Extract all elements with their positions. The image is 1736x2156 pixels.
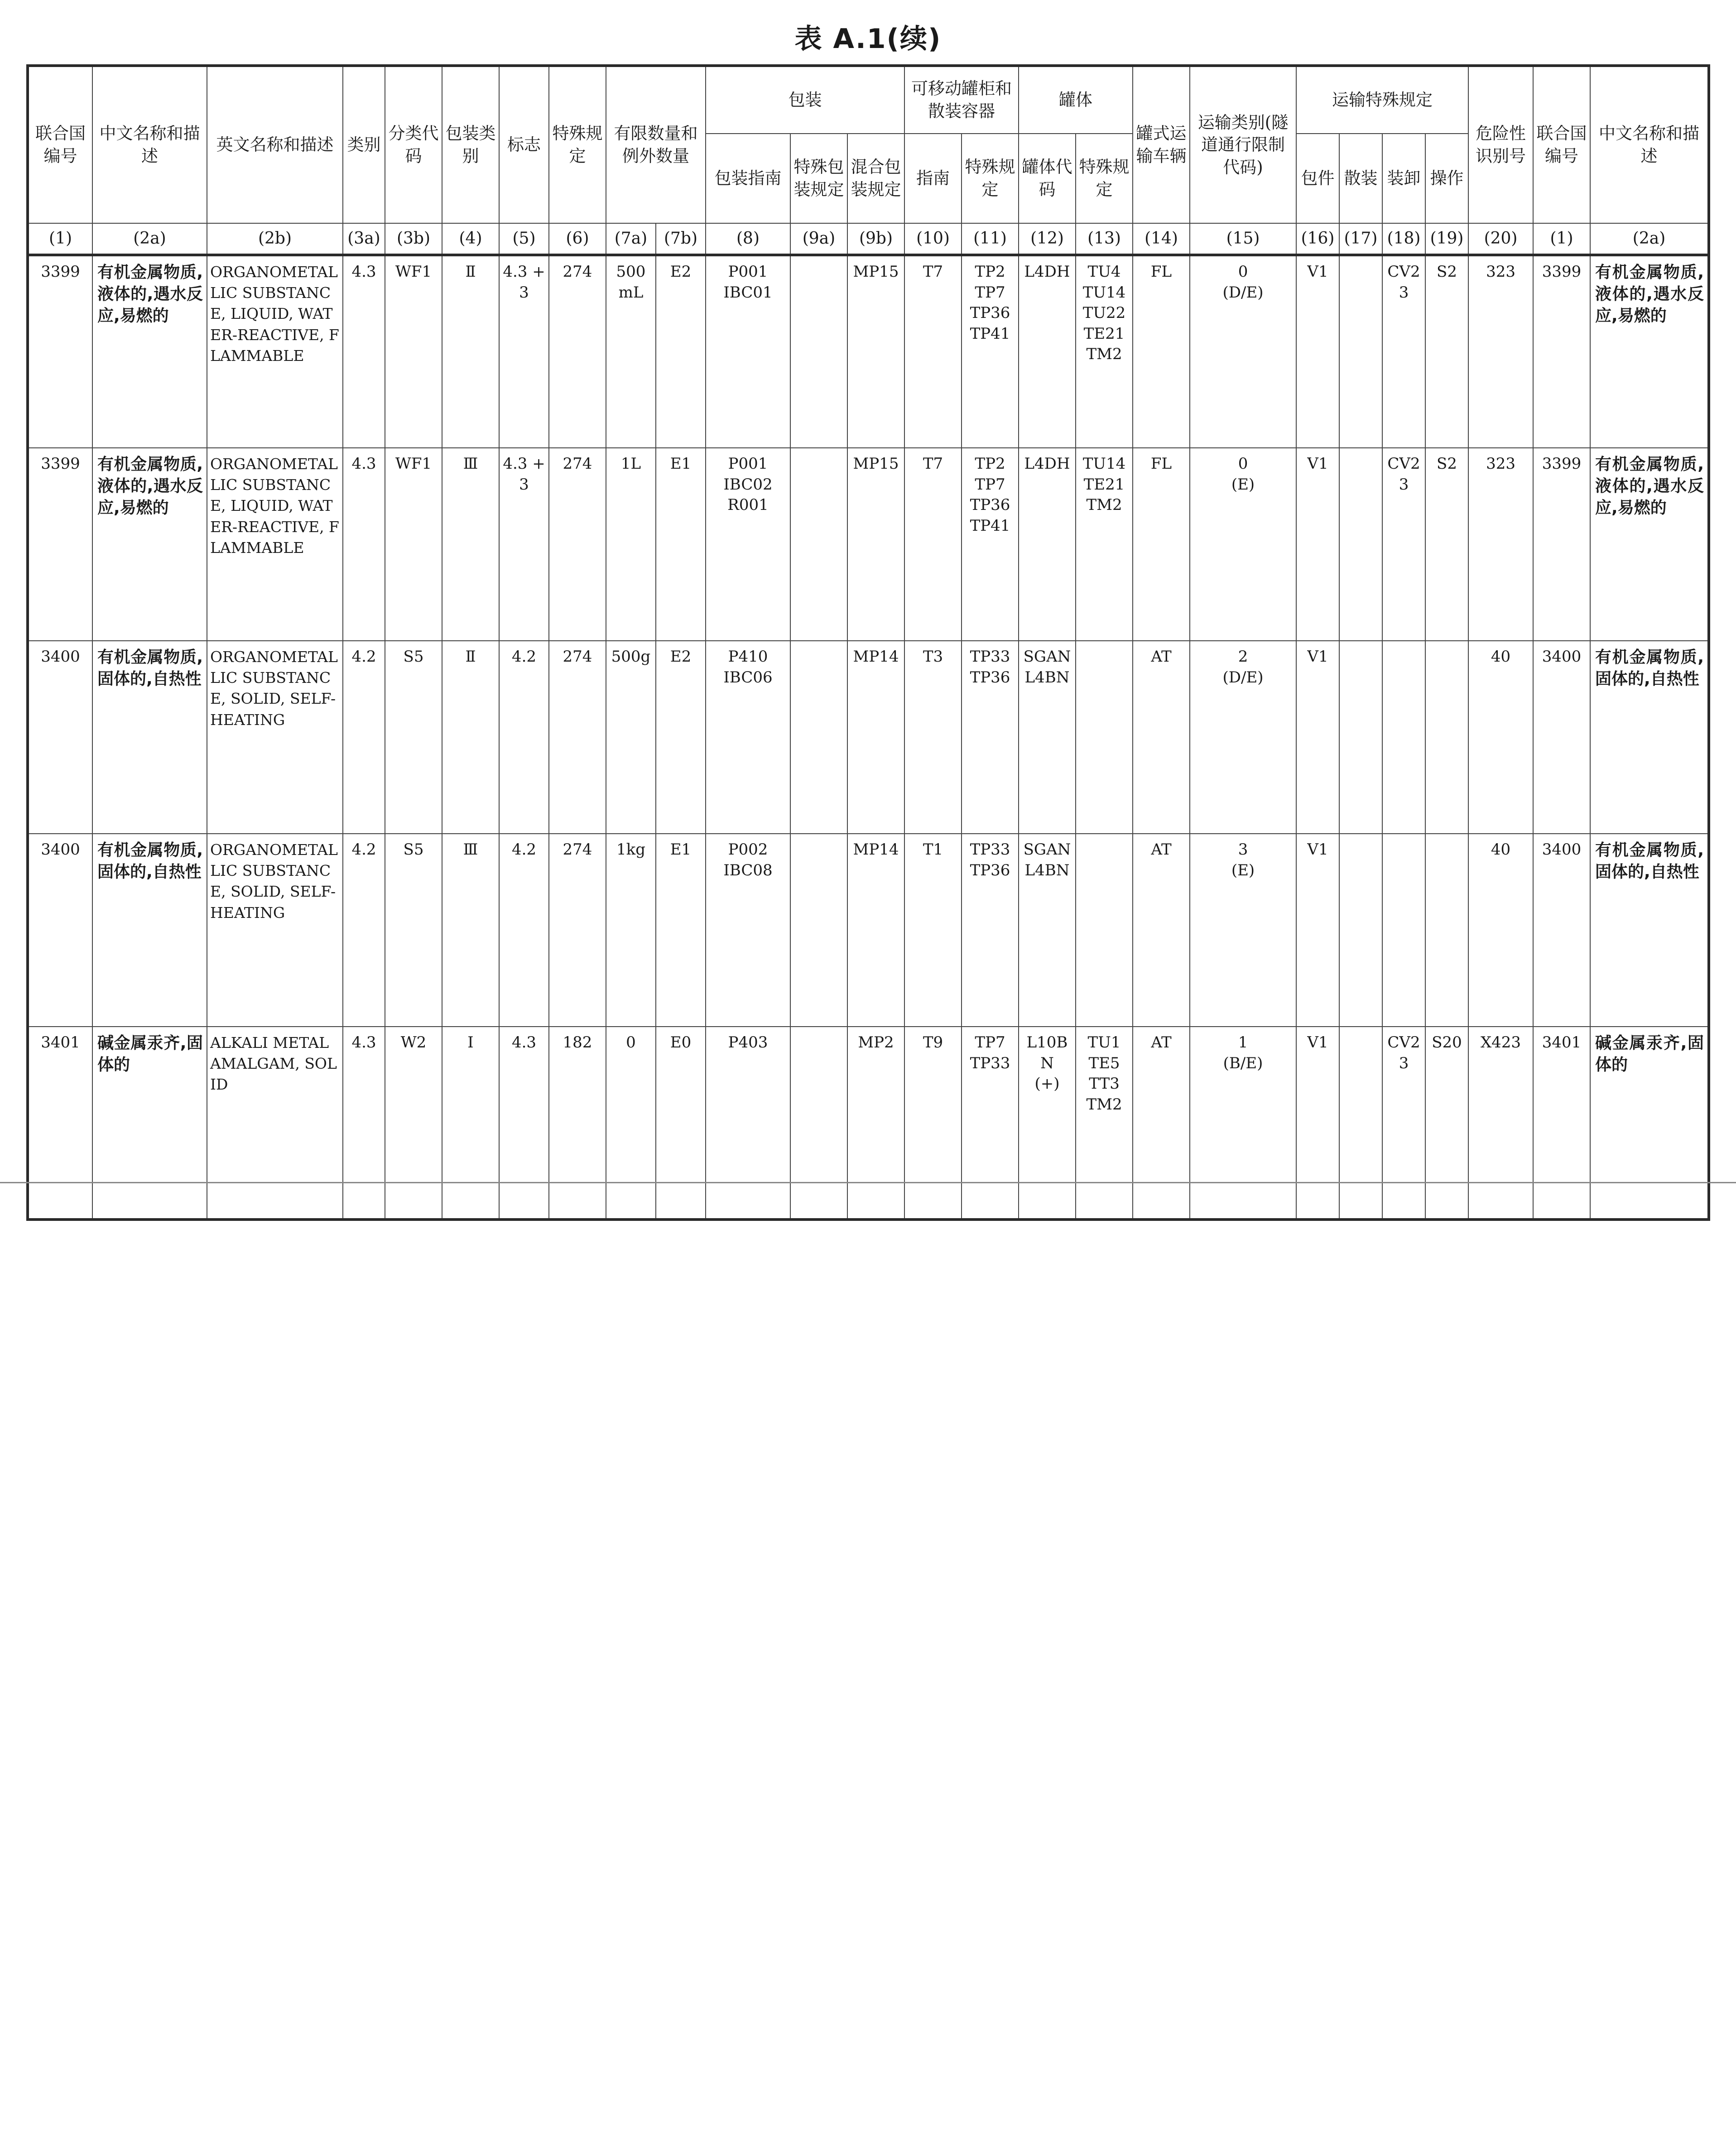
cell-transport-category: 1 (B/E) (1190, 1027, 1296, 1220)
cell-loading-provision (1382, 641, 1425, 834)
hdr-vehicle: 罐式运输车辆 (1133, 66, 1190, 223)
cell-name-cn-2: 有机金属物质,固体的,自热性 (1590, 641, 1709, 834)
cell-class: 4.3 (343, 255, 385, 448)
cell-name-cn: 有机金属物质,液体的,遇水反应,易燃的 (92, 448, 207, 641)
cell-bulk-provision (1339, 448, 1382, 641)
cell-packing-instruction: P002 IBC08 (706, 834, 790, 1027)
table-row (28, 834, 1709, 1027)
cell-limited-quantity: 500g (606, 641, 656, 834)
cell-name-en: ORGANOMETALLIC SUBSTANCE, SOLID, SELF-HEATING (207, 834, 343, 1027)
column-number: (13) (1076, 223, 1133, 255)
column-number: (2b) (207, 223, 343, 255)
cell-packing-group: Ⅱ (442, 641, 499, 834)
hdr-packing-group: 包装类别 (442, 66, 499, 223)
cell-packages-provision: V1 (1296, 255, 1339, 448)
cell-un-no-2: 3399 (1533, 255, 1590, 448)
cell-tank-vehicle: AT (1133, 834, 1190, 1027)
table-row (28, 641, 1709, 834)
table-row (28, 448, 1709, 641)
cell-tank-code: L10BN (+) (1019, 1027, 1076, 1220)
cell-transport-category: 0 (E) (1190, 448, 1296, 641)
cell-name-en: ORGANOMETALLIC SUBSTANCE, SOLID, SELF-HEATING (207, 641, 343, 834)
cell-packing-group: Ⅲ (442, 834, 499, 1027)
cell-class: 4.2 (343, 641, 385, 834)
cell-mixed-packing: MP15 (847, 448, 904, 641)
cell-packages-provision: V1 (1296, 1027, 1339, 1220)
cell-operation-provision (1425, 641, 1468, 834)
hdr-transport-provisions: 运输特殊规定 (1296, 66, 1468, 134)
cell-mixed-packing: MP15 (847, 255, 904, 448)
hdr-hazard-id: 危险性识别号 (1468, 66, 1533, 223)
hdr-un-no-2: 联合国编号 (1533, 66, 1590, 223)
cell-portable-tank-instruction: T3 (904, 641, 962, 834)
column-number: (2a) (1590, 223, 1709, 255)
cell-packages-provision: V1 (1296, 448, 1339, 641)
column-number: (19) (1425, 223, 1468, 255)
column-number: (14) (1133, 223, 1190, 255)
table-row (28, 1027, 1709, 1220)
cell-packing-instruction: P001 IBC01 (706, 255, 790, 448)
cell-class-code: S5 (385, 834, 442, 1027)
cell-labels: 4.2 (499, 641, 549, 834)
cell-un-no-2: 3401 (1533, 1027, 1590, 1220)
cell-name-cn-2: 碱金属汞齐,固体的 (1590, 1027, 1709, 1220)
cell-excepted-quantity: E1 (656, 448, 706, 641)
hdr-tp-operation: 操作 (1425, 134, 1468, 223)
cell-packing-instruction: P410 IBC06 (706, 641, 790, 834)
cell-tank-vehicle: AT (1133, 1027, 1190, 1220)
cell-special-packing (790, 641, 847, 834)
cell-tank-special: TU14 TE21 TM2 (1076, 448, 1133, 641)
column-number: (2a) (92, 223, 207, 255)
cell-tank-code: SGAN L4BN (1019, 834, 1076, 1027)
column-number: (6) (549, 223, 606, 255)
cell-loading-provision (1382, 834, 1425, 1027)
cell-un-no-2: 3400 (1533, 641, 1590, 834)
dangerous-goods-table (26, 64, 1710, 1221)
column-number: (9a) (790, 223, 847, 255)
cell-name-cn: 碱金属汞齐,固体的 (92, 1027, 207, 1220)
cell-portable-tank-instruction: T1 (904, 834, 962, 1027)
cell-limited-quantity: 0 (606, 1027, 656, 1220)
hdr-tank-code: 罐体代码 (1019, 134, 1076, 223)
column-number: (11) (962, 223, 1019, 255)
cell-transport-category: 3 (E) (1190, 834, 1296, 1027)
cell-special-packing (790, 834, 847, 1027)
cell-operation-provision: S20 (1425, 1027, 1468, 1220)
hdr-tp-loading: 装卸 (1382, 134, 1425, 223)
cell-operation-provision: S2 (1425, 255, 1468, 448)
cell-bulk-provision (1339, 1027, 1382, 1220)
cell-bulk-provision (1339, 641, 1382, 834)
cell-transport-category: 2 (D/E) (1190, 641, 1296, 834)
cell-loading-provision: CV23 (1382, 448, 1425, 641)
cell-class-code: S5 (385, 641, 442, 834)
cell-packing-group: Ⅱ (442, 255, 499, 448)
cell-tank-code: L4DH (1019, 255, 1076, 448)
cell-special-packing (790, 255, 847, 448)
cell-name-en: ALKALI METAL AMALGAM, SOLID (207, 1027, 343, 1220)
cell-bulk-provision (1339, 834, 1382, 1027)
cell-mixed-packing: MP14 (847, 834, 904, 1027)
cell-tank-special (1076, 834, 1133, 1027)
column-number: (16) (1296, 223, 1339, 255)
table-body (28, 255, 1709, 1220)
cell-portable-tank-special: TP33 TP36 (962, 641, 1019, 834)
cell-packing-group: Ⅲ (442, 448, 499, 641)
column-number: (9b) (847, 223, 904, 255)
column-number: (20) (1468, 223, 1533, 255)
table-title: 表 A.1(续) (794, 23, 942, 55)
hdr-pkg-special: 特殊包装规定 (790, 134, 847, 223)
column-number-row (28, 223, 1709, 255)
cell-limited-quantity: 1kg (606, 834, 656, 1027)
hdr-class-code: 分类代码 (385, 66, 442, 223)
hdr-pkg-mixed: 混合包装规定 (847, 134, 904, 223)
cell-packing-group: I (442, 1027, 499, 1220)
cell-operation-provision: S2 (1425, 448, 1468, 641)
column-number: (5) (499, 223, 549, 255)
hdr-class: 类别 (343, 66, 385, 223)
hdr-pt-instructions: 指南 (904, 134, 962, 223)
cell-packing-instruction: P403 (706, 1027, 790, 1220)
column-number: (4) (442, 223, 499, 255)
cell-class-code: W2 (385, 1027, 442, 1220)
cell-tank-vehicle: FL (1133, 448, 1190, 641)
cell-portable-tank-instruction: T9 (904, 1027, 962, 1220)
cell-un-no: 3401 (28, 1027, 92, 1220)
hdr-name-cn-2: 中文名称和描述 (1590, 66, 1709, 223)
cell-portable-tank-special: TP2 TP7 TP36 TP41 (962, 255, 1019, 448)
cell-portable-tank-special: TP2 TP7 TP36 TP41 (962, 448, 1019, 641)
cell-tank-vehicle: AT (1133, 641, 1190, 834)
hdr-name-cn: 中文名称和描述 (92, 66, 207, 223)
cell-transport-category: 0 (D/E) (1190, 255, 1296, 448)
column-number: (15) (1190, 223, 1296, 255)
cell-hazard-id: X423 (1468, 1027, 1533, 1220)
column-number: (17) (1339, 223, 1382, 255)
hdr-packaging: 包装 (706, 66, 904, 134)
cell-special-provisions: 274 (549, 641, 606, 834)
cell-labels: 4.3 + 3 (499, 255, 549, 448)
cell-un-no-2: 3400 (1533, 834, 1590, 1027)
hdr-pkg-instructions: 包装指南 (706, 134, 790, 223)
cell-name-cn-2: 有机金属物质,固体的,自热性 (1590, 834, 1709, 1027)
cell-limited-quantity: 500mL (606, 255, 656, 448)
cell-mixed-packing: MP14 (847, 641, 904, 834)
hdr-limited-quantity: 有限数量和例外数量 (606, 66, 706, 223)
cell-un-no: 3399 (28, 255, 92, 448)
cell-excepted-quantity: E1 (656, 834, 706, 1027)
cell-special-provisions: 274 (549, 834, 606, 1027)
cell-name-en: ORGANOMETALLIC SUBSTANCE, LIQUID, WATER-REACTIVE, FLAMMABLE (207, 255, 343, 448)
cell-name-cn: 有机金属物质,固体的,自热性 (92, 641, 207, 834)
column-number: (12) (1019, 223, 1076, 255)
cell-name-en: ORGANOMETALLIC SUBSTANCE, LIQUID, WATER-REACTIVE, FLAMMABLE (207, 448, 343, 641)
cell-labels: 4.3 + 3 (499, 448, 549, 641)
cell-packages-provision: V1 (1296, 641, 1339, 834)
cell-tank-special: TU1 TE5 TT3 TM2 (1076, 1027, 1133, 1220)
cell-bulk-provision (1339, 255, 1382, 448)
cell-labels: 4.3 (499, 1027, 549, 1220)
cell-special-packing (790, 448, 847, 641)
cell-excepted-quantity: E2 (656, 641, 706, 834)
cell-name-cn: 有机金属物质,液体的,遇水反应,易燃的 (92, 255, 207, 448)
column-number: (7a) (606, 223, 656, 255)
cell-packing-instruction: P001 IBC02 R001 (706, 448, 790, 641)
cell-name-cn: 有机金属物质,固体的,自热性 (92, 834, 207, 1027)
cell-class-code: WF1 (385, 255, 442, 448)
cell-tank-special: TU4 TU14 TU22 TE21 TM2 (1076, 255, 1133, 448)
cell-tank-special (1076, 641, 1133, 834)
cell-special-provisions: 274 (549, 255, 606, 448)
header-row-1 (28, 66, 1709, 134)
cell-mixed-packing: MP2 (847, 1027, 904, 1220)
cell-un-no-2: 3399 (1533, 448, 1590, 641)
column-number: (1) (28, 223, 92, 255)
cell-hazard-id: 323 (1468, 255, 1533, 448)
column-number: (3b) (385, 223, 442, 255)
cell-portable-tank-instruction: T7 (904, 448, 962, 641)
cell-operation-provision (1425, 834, 1468, 1027)
cell-special-provisions: 182 (549, 1027, 606, 1220)
cell-excepted-quantity: E2 (656, 255, 706, 448)
cell-tank-code: L4DH (1019, 448, 1076, 641)
cell-special-packing (790, 1027, 847, 1220)
cell-un-no: 3400 (28, 641, 92, 834)
cell-class: 4.2 (343, 834, 385, 1027)
column-number: (18) (1382, 223, 1425, 255)
hdr-portable-tanks: 可移动罐柜和散装容器 (904, 66, 1019, 134)
cell-packages-provision: V1 (1296, 834, 1339, 1027)
column-number: (7b) (656, 223, 706, 255)
cell-name-cn-2: 有机金属物质,液体的,遇水反应,易燃的 (1590, 255, 1709, 448)
cell-hazard-id: 323 (1468, 448, 1533, 641)
cell-class-code: WF1 (385, 448, 442, 641)
page-divider (0, 1182, 1736, 1183)
column-number: (1) (1533, 223, 1590, 255)
hdr-labels: 标志 (499, 66, 549, 223)
cell-name-cn-2: 有机金属物质,液体的,遇水反应,易燃的 (1590, 448, 1709, 641)
cell-loading-provision: CV23 (1382, 255, 1425, 448)
cell-loading-provision: CV23 (1382, 1027, 1425, 1220)
hdr-name-en: 英文名称和描述 (207, 66, 343, 223)
table-row (28, 255, 1709, 448)
column-number: (8) (706, 223, 790, 255)
cell-tank-code: SGAN L4BN (1019, 641, 1076, 834)
column-number: (3a) (343, 223, 385, 255)
cell-excepted-quantity: E0 (656, 1027, 706, 1220)
column-number: (10) (904, 223, 962, 255)
cell-tank-vehicle: FL (1133, 255, 1190, 448)
hdr-transport-category: 运输类别(隧道通行限制代码) (1190, 66, 1296, 223)
cell-hazard-id: 40 (1468, 641, 1533, 834)
cell-portable-tank-instruction: T7 (904, 255, 962, 448)
cell-special-provisions: 274 (549, 448, 606, 641)
hdr-tank-special: 特殊规定 (1076, 134, 1133, 223)
cell-class: 4.3 (343, 1027, 385, 1220)
cell-portable-tank-special: TP7 TP33 (962, 1027, 1019, 1220)
hdr-pt-special: 特殊规定 (962, 134, 1019, 223)
cell-un-no: 3400 (28, 834, 92, 1027)
hdr-tp-packages: 包件 (1296, 134, 1339, 223)
cell-hazard-id: 40 (1468, 834, 1533, 1027)
cell-limited-quantity: 1L (606, 448, 656, 641)
hdr-un-no: 联合国编号 (28, 66, 92, 223)
hdr-tp-bulk: 散装 (1339, 134, 1382, 223)
hdr-special-provisions: 特殊规定 (549, 66, 606, 223)
cell-portable-tank-special: TP33 TP36 (962, 834, 1019, 1027)
cell-labels: 4.2 (499, 834, 549, 1027)
hdr-tanks: 罐体 (1019, 66, 1133, 134)
cell-un-no: 3399 (28, 448, 92, 641)
cell-class: 4.3 (343, 448, 385, 641)
